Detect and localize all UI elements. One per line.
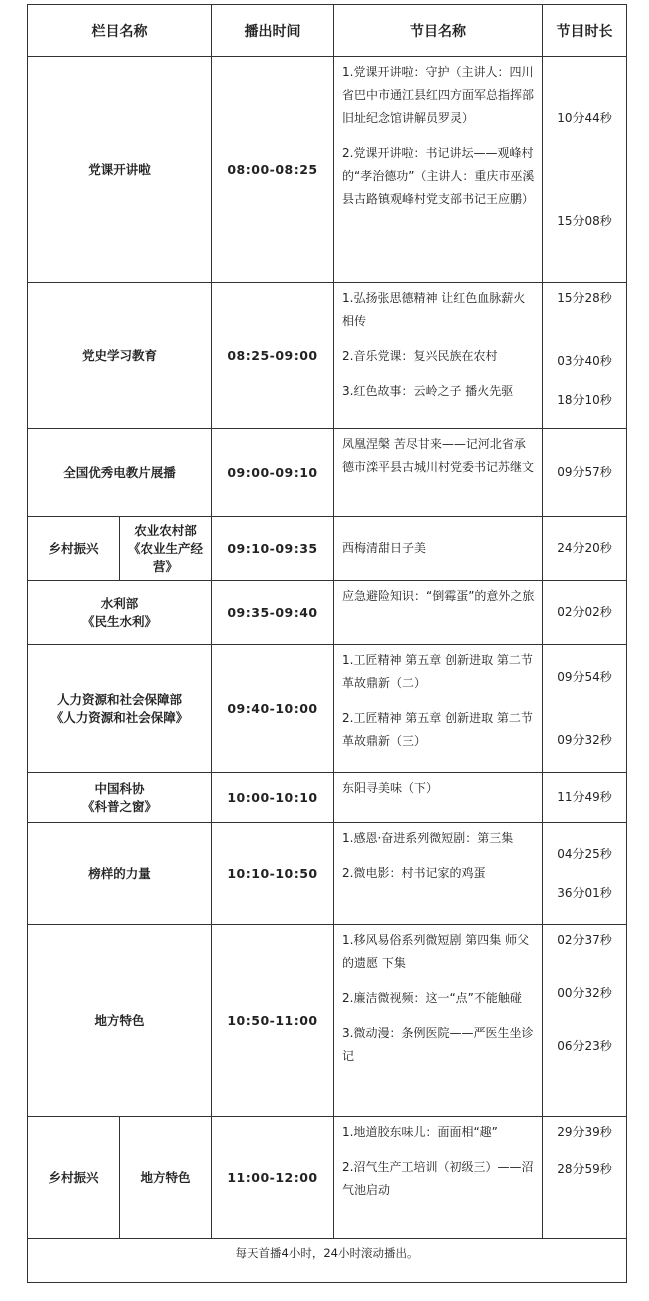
column-name-line: 水利部 xyxy=(100,595,139,611)
programs-cell xyxy=(334,645,543,773)
programs-cell xyxy=(334,57,543,283)
duration-item: 03分40秒 xyxy=(557,354,612,368)
program-item: 2.音乐党课：复兴民族在农村 xyxy=(342,349,498,363)
time-cell: 10:00-10:10 xyxy=(212,773,334,823)
time-cell: 09:10-09:35 xyxy=(212,517,334,581)
duration-cell xyxy=(543,283,627,429)
time-cell: 08:00-08:25 xyxy=(212,57,334,283)
header-row xyxy=(28,5,627,57)
time-cell: 10:50-11:00 xyxy=(212,925,334,1117)
duration-cell xyxy=(543,1117,627,1239)
program-item: 1.弘扬张思德精神 让红色血脉薪火相传 xyxy=(342,291,526,328)
program-item: 西梅清甜日子美 xyxy=(342,541,427,555)
broadcast-schedule-table xyxy=(27,4,627,1283)
column-name-cell: 乡村振兴 xyxy=(28,517,120,581)
programs-cell xyxy=(334,283,543,429)
duration-item: 02分37秒 xyxy=(557,933,612,947)
table-row xyxy=(28,581,627,645)
program-item: 2.微电影：村书记家的鸡蛋 xyxy=(342,866,486,880)
program-item: 2.廉洁微视频：这一“点”不能触碰 xyxy=(342,991,522,1005)
column-name-line: 《科普之窗》 xyxy=(81,798,157,814)
duration-item: 09分32秒 xyxy=(557,732,612,747)
programs-cell xyxy=(334,517,543,581)
duration-cell xyxy=(543,57,627,283)
duration-item: 09分57秒 xyxy=(557,465,612,479)
time-cell: 11:00-12:00 xyxy=(212,1117,334,1239)
duration-item: 18分10秒 xyxy=(557,393,612,407)
duration-item: 11分49秒 xyxy=(557,790,612,804)
table-row xyxy=(28,925,627,1117)
duration-item: 09分54秒 xyxy=(557,669,612,684)
duration-cell xyxy=(543,773,627,823)
duration-cell xyxy=(543,429,627,517)
program-item: 1.移风易俗系列微短剧 第四集 师父的遗愿 下集 xyxy=(342,933,530,970)
table-row xyxy=(28,429,627,517)
program-item: 1.工匠精神 第五章 创新进取 第二节 革故鼎新（二） xyxy=(342,653,533,690)
time-cell: 09:00-09:10 xyxy=(212,429,334,517)
column-name-line: 中国科协 xyxy=(94,780,145,796)
program-item: 凤凰涅槃 苦尽甘来——记河北省承德市滦平县古城川村党委书记苏继文 xyxy=(342,437,535,474)
table-row xyxy=(28,773,627,823)
duration-item: 36分01秒 xyxy=(557,885,612,900)
programs-cell xyxy=(334,581,543,645)
duration-item: 24分20秒 xyxy=(557,541,612,555)
program-item: 1.党课开讲啦：守护（主讲人：四川省巴中市通江县红四方面军总指挥部旧址纪念馆讲解员罗灵） xyxy=(342,65,535,125)
sub-column-name-cell: 地方特色 xyxy=(120,1117,212,1239)
column-name-cell xyxy=(28,581,212,645)
column-name-cell: 地方特色 xyxy=(28,925,212,1117)
column-name-cell xyxy=(28,773,212,823)
table-row xyxy=(28,517,627,581)
footer-row xyxy=(28,1239,627,1283)
program-item: 东阳寻美味（下） xyxy=(342,781,439,795)
duration-item: 06分23秒 xyxy=(557,1039,612,1053)
table-row xyxy=(28,645,627,773)
program-item: 2.党课开讲啦：书记讲坛——观峰村的“孝治德功”（主讲人：重庆市巫溪县古路镇观峰村党支部书记王应鹏） xyxy=(342,146,535,206)
header-column-name: 栏目名称 xyxy=(28,5,212,57)
program-item: 2.工匠精神 第五章 创新进取 第二节 革故鼎新（三） xyxy=(342,711,533,748)
time-cell: 08:25-09:00 xyxy=(212,283,334,429)
column-name-cell: 党史学习教育 xyxy=(28,283,212,429)
program-item: 2.沼气生产工培训（初级三）——沼气池启动 xyxy=(342,1160,534,1197)
duration-item: 00分32秒 xyxy=(557,986,612,1000)
column-name-line: 人力资源和社会保障部 xyxy=(56,691,182,707)
column-name-cell: 榜样的力量 xyxy=(28,823,212,925)
header-program-name: 节目名称 xyxy=(334,5,543,57)
header-duration: 节目时长 xyxy=(543,5,627,57)
column-name-cell: 全国优秀电教片展播 xyxy=(28,429,212,517)
column-name-cell xyxy=(28,645,212,773)
duration-item: 28分59秒 xyxy=(557,1162,612,1176)
program-item: 3.微动漫：条例医院——严医生坐诊记 xyxy=(342,1026,534,1063)
column-name-line: 《民生水利》 xyxy=(81,613,157,629)
programs-cell xyxy=(334,429,543,517)
column-name-line: 《人力资源和社会保障》 xyxy=(50,709,189,725)
sub-column-name-cell xyxy=(120,517,212,581)
table-row xyxy=(28,1117,627,1239)
time-cell: 09:40-10:00 xyxy=(212,645,334,773)
duration-item: 02分02秒 xyxy=(557,605,612,619)
duration-item: 15分08秒 xyxy=(557,213,612,228)
sub-name-line: 农业农村部 xyxy=(134,522,197,538)
duration-item: 04分25秒 xyxy=(557,846,612,861)
column-name-cell: 乡村振兴 xyxy=(28,1117,120,1239)
header-broadcast-time: 播出时间 xyxy=(212,5,334,57)
time-cell: 10:10-10:50 xyxy=(212,823,334,925)
duration-cell xyxy=(543,823,627,925)
program-item: 应急避险知识：“倒霉蛋”的意外之旅 xyxy=(342,589,535,603)
programs-cell xyxy=(334,823,543,925)
time-cell: 09:35-09:40 xyxy=(212,581,334,645)
duration-cell xyxy=(543,925,627,1117)
footer-note: 每天首播4小时，24小时滚动播出。 xyxy=(28,1239,627,1283)
program-item: 1.感恩·奋进系列微短剧：第三集 xyxy=(342,831,514,845)
duration-cell xyxy=(543,645,627,773)
table-row xyxy=(28,57,627,283)
duration-item: 10分44秒 xyxy=(557,110,612,125)
table-row xyxy=(28,283,627,429)
program-item: 3.红色故事：云岭之子 播火先驱 xyxy=(342,384,514,398)
duration-item: 15分28秒 xyxy=(557,291,612,305)
programs-cell xyxy=(334,925,543,1117)
column-name-cell: 党课开讲啦 xyxy=(28,57,212,283)
duration-cell xyxy=(543,581,627,645)
duration-item: 29分39秒 xyxy=(557,1125,612,1139)
programs-cell xyxy=(334,1117,543,1239)
duration-cell xyxy=(543,517,627,581)
program-item: 1.地道胶东味儿：面面相“趣” xyxy=(342,1125,498,1139)
programs-cell xyxy=(334,773,543,823)
table-row xyxy=(28,823,627,925)
sub-name-line: 《农业生产经营》 xyxy=(127,540,203,574)
